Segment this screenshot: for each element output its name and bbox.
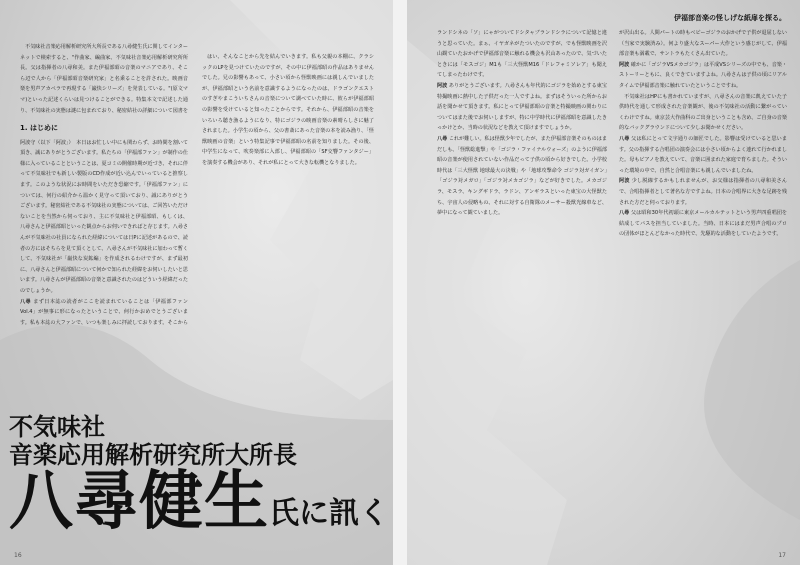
intro-column-left bbox=[20, 42, 188, 329]
title-company: 不気味社 bbox=[9, 413, 105, 441]
right-column-left-page bbox=[202, 52, 374, 169]
page-number-left: 16 bbox=[14, 552, 22, 559]
r-col1-para3 bbox=[437, 134, 607, 219]
speaker-label: 阿波 bbox=[619, 61, 630, 68]
r-col2-para6 bbox=[619, 208, 787, 240]
left-page bbox=[0, 0, 393, 565]
speaker-label: 八尋 bbox=[437, 135, 448, 142]
title-name bbox=[9, 465, 389, 547]
title-position: 音楽応用解析研究所大所長 bbox=[9, 441, 297, 469]
r-col2-text2: 確かに「ゴジラVSメカゴジラ」は平成VSシリーズの中でも、音楽・ストーリーともに、良くできていますよね。八尋さんは子供の頃にリアルタイムで伊福部音楽に触れていたということですね。 bbox=[619, 61, 787, 89]
interviewer-question: 阿波守（以下「阿波」） 本日はお忙しい中にも関わらず、お時間を割いて頂き、誠にありがとうございます。私たちの「伊福部ファン」が制作の仕様に入っていることということは、夏コミの開催時期が近づき、それに伴って不気味社でも新しい製版のCD作成が近い込んでいっていると推察します。このような状況にお時間をいただき恐縮です。「伊福部ファン」については、何行の紹介から温かく見守って頂いており、誠にありがとうございます。秘密結社である不気味社の実態については、ご回答いただけないことを当然から伺っており、主に不気味社と伊福部昭、もしくは、八尋さんと伊福部昭といった観点からお伺いできればと存じます。八尋さんが不気味社の社員になられた経緯については日Pに記述があるので、読者の方にはそちらを見て頂くとして、八尋さんが不気味社に加わって暫くして、不気味社が「巌快な炭鉱編」を作成されるわけですが、まず最初に、八尋さんと伊福部昭について何かで知られた経緯をお伺いしたいと思います。八尋さんが伊福部昭の音楽と意識されたのはどういう経緯だったのでしょうか。 bbox=[20, 139, 188, 294]
r-col1-text: ランドシネの「ソ」にゃがついてドシタャブランドシラについて記憶と違うと思っていた。まぁ、イヤガネがたついたのですが、でも怪獣映画を沢山観ていたおかげで伊福部音楽に触れる機会も沢山あったので、気づいたときには「モスゴジ」M1も「三大怪獣M16「ドレフャミソレア」も聞えてしまったわけです。 bbox=[437, 30, 607, 79]
title-suffix: 氏に訊く bbox=[269, 496, 389, 531]
right-page-column-2 bbox=[619, 28, 787, 240]
r-col1-text2: ありがとうございます。八尋さんも年代的にゴジラを始めとする東宝特撮映画に熱中した子供だった一人ですよね。まずはそういった所からお話を聞かせて頂きます。私にとって伊福部昭の音楽と特撮映画の関わりについてはまた後でお伺いしますが、特に中学時代に伊福部昭を意識したきっかけとか、当時の状況などを教えて頂けますでしょうか。 bbox=[437, 82, 607, 132]
speaker-label: 阿波 bbox=[437, 82, 448, 89]
right-page-column-1 bbox=[437, 28, 607, 219]
r-col2-para3: 不気味社はHPにも書かれていますが、八尋さんの音楽に飢えていた子供時代を通して形成された音楽観が、後の不気味社の活動に繋がっていくわけですね。東京芸大作曲科のご出身ということも含め、ご自身の音楽的なバックグラウンドについて少しお聞かせください。 bbox=[619, 93, 787, 132]
right-page bbox=[407, 0, 800, 565]
r-col2-text5: 少し脱線するかもしれませんが、お父様は指揮者の八尋和美さんで、合唱指揮者として著名な方ですよね。日本の合唱界に大きな足跡を残された方だと伺っております。 bbox=[619, 178, 787, 206]
speaker-label: 八尋 bbox=[619, 135, 630, 142]
r-col2-para4 bbox=[619, 134, 787, 176]
r-col2-text: が沢山出る。人間パートの時もベビーゴジラのおかげで子供が退屈しない（当家で実験済み）。何より盛大なスーパー大作という感じがして、伊福部音楽も満載で、サントラもたくさん出ていた。 bbox=[619, 30, 787, 58]
speaker-label: 八尋 bbox=[619, 210, 630, 217]
r-col2-text6: 父は昭和30年代初頭に東京メールカルテットという男声四重唱団を結成してバスを担当していました。当時、日本にはまだ男声合唱のプロの団体がほとんどなかった時代で、先駆的な活動をしていたようです。 bbox=[619, 210, 787, 238]
section-heading: 1. はじめに bbox=[20, 124, 58, 132]
section-header-tag: 伊福部音楽の怪しげな紙扉を探る。 bbox=[674, 14, 786, 22]
answer-paragraph bbox=[20, 297, 188, 329]
r-col2-para5 bbox=[619, 176, 787, 208]
answer-text: まず日本誌の読者がここを読まれていることは「伊福部ファンVol.4」が無事に形になったということで、何行かおめでとうございます。私も本誌の大ファンで、いつも楽しみに拝読しております。そこから bbox=[20, 298, 188, 326]
r-col1-para2 bbox=[437, 81, 607, 134]
r-col2-para2 bbox=[619, 60, 787, 92]
r-col2-text4: 父は私にとって文字通りの師匠でした。影響は受けていると思います。父の指揮する合唱団の演奏会には小さい頃からよく連れて行かれました。母もピアノを教えていて、音楽に囲まれた家庭で育ちました。そういった環境の中で、自然と合唱音楽にも親しんでいましたね。 bbox=[619, 135, 787, 174]
speaker-label: 八尋 bbox=[20, 298, 32, 305]
column2-text: はい、そんなことから先を結んでいきます。私も父親の本棚に、クラシックのLPを見つけていたのですが、その中に伊福部昭の作品はありませんでした。兄の影響もあって、小さい頃から怪獣映画には親しんでいましたが、伊福部昭という名前を意識するようになったのは、ドラゴンクエストのすぎやまこういちさんの音楽について調べていた時に、彼らが伊福部昭の影響を受けていると知ったことからです。それから、伊福部昭の音楽をいろいろ聴き漁るようになり、特にゴジラの映画音楽の素晴らしさに魅了されました。小学生の頃から、父の書斎にあった音楽の本を読み漁り、「怪獣映画の音楽」という特集記事で伊福部昭の名前を知りました。その後、中学生になって、吹奏楽部に入部し、伊福部昭の「SF交響ファンタジー」を演奏する機会があり、それが私にとって大きな転機となりました。 bbox=[202, 54, 374, 166]
interviewee-name: 八尋健生 bbox=[9, 465, 269, 539]
speaker-label: 阿波 bbox=[619, 178, 630, 185]
article-title bbox=[9, 413, 389, 547]
intro-text: 不気味社音楽応用解析研究所大所長である八尋健生氏に関してインターネットで検索すると、"作曲家、編曲家、不気味社音楽応用解析研究所所長。父は指揮者の八尋和美。また伊福部昭の音楽のマニアであり、そこら辺で人から「伊福部昭音楽研究家」と名乗ることを許された。映画音楽を男声アカペラで再現する「巌快シリーズ」を発表している。"(原文ママ)といった記述くらいは見つけることができる。特集本文で記述した通り、不気味社の実態は謎に包まれており、秘密結社の詳細について図書を bbox=[20, 44, 188, 114]
r-col1-text3: これが難しい。私は怪獣少年でしたが、また伊福部音楽そのものはまだしも、「怪獣総進撃」や「ゴジラ・ファイナルウォーズ」のように伊福部昭の音楽が使用されていない作品だって子供の頃から好きでした。小学校時代は「三大怪獣 地球最大の決戦」や「地球攻撃命令 ゴジラ対ガイガン」「ゴジラ対メガロ」「ゴジラ対メカゴジラ」などが好きでした。メカゴジラ、モスラ、キングギドラ、ラドン、アンギラスといった東宝の大怪獣たち、宇宙人の侵略もの、それに対する自衛隊のメーサー殺獣光線車など、夢中になって観ていました。 bbox=[437, 135, 607, 217]
page-gutter bbox=[393, 0, 407, 565]
page-number-right: 17 bbox=[778, 552, 786, 559]
